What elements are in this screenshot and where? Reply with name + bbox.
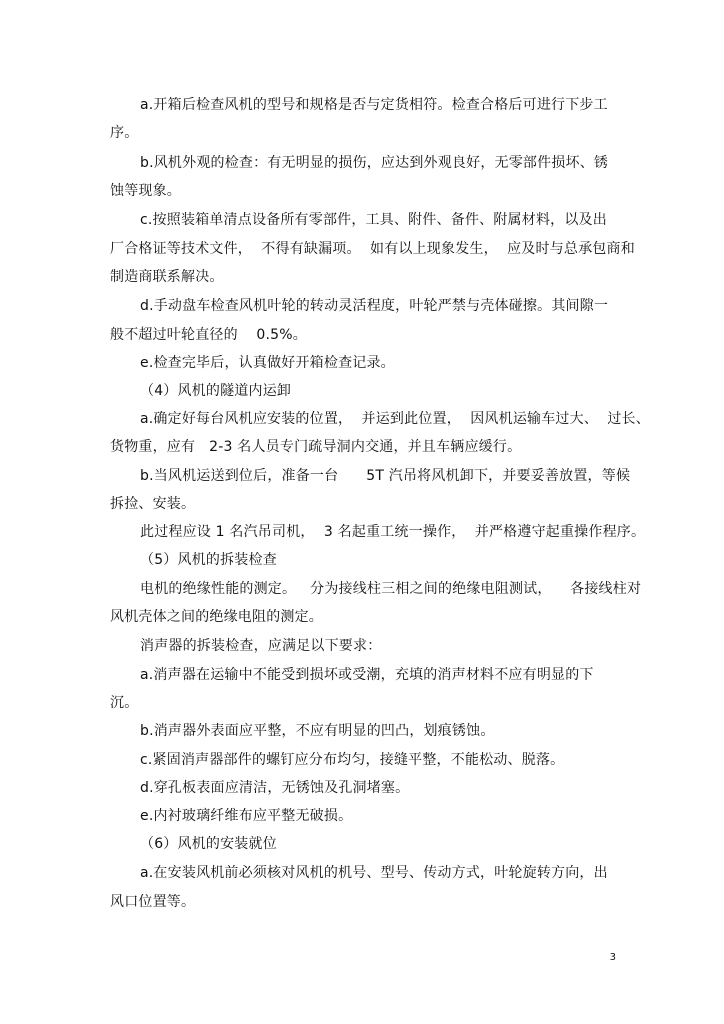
- section-heading: （6）风机的安装就位: [140, 836, 277, 852]
- text-line: a.确定好每台风机应安装的位置， 并运到此位置， 因风机运输车过大、 过长、: [140, 411, 650, 427]
- text-line: e.检查完毕后，认真做好开箱检查记录。: [140, 355, 395, 371]
- section-heading: （5）风机的拆装检查: [140, 552, 277, 568]
- text-line: a.开箱后检查风机的型号和规格是否与定货相符。检查合格后可进行下步工: [140, 97, 608, 113]
- text-line: 此过程应设 1 名汽吊司机， 3 名起重工统一操作， 并严格遵守起重操作程序。: [140, 524, 646, 540]
- text-line: 制造商联系解决。: [110, 269, 224, 285]
- text-line: 风口位置等。: [110, 894, 196, 910]
- text-line: 般不超过叶轮直径的 0.5%。: [110, 327, 307, 343]
- text-line: e.内衬玻璃纤维布应平整无破损。: [140, 808, 353, 824]
- text-line: d.穿孔板表面应清洁，无锈蚀及孔洞堵塞。: [140, 780, 410, 796]
- text-line: 沉。: [110, 695, 139, 711]
- text-line: c.紧固消声器部件的螺钉应分布均匀，接缝平整，不能松动、脱落。: [140, 752, 565, 768]
- text-line: 消声器的拆装检查，应满足以下要求：: [140, 638, 382, 654]
- text-line: 拆捡、安装。: [110, 496, 196, 512]
- text-line: 序。: [110, 125, 139, 141]
- text-line: 电机的绝缘性能的测定。 分为接线柱三相之间的绝缘电阻测试， 各接线柱对: [140, 581, 642, 597]
- text-line: d.手动盘车检查风机叶轮的转动灵活程度，叶轮严禁与壳体碰擦。其间隙一: [140, 298, 609, 314]
- text-line: 蚀等现象。: [110, 183, 181, 199]
- page-number: 3: [609, 952, 616, 963]
- text-line: c.按照装箱单清点设备所有零部件，工具、附件、备件、附属材料，以及出: [140, 212, 607, 228]
- text-line: b.风机外观的检查：有无明显的损伤，应达到外观良好，无零部件损坏、锈: [140, 155, 609, 171]
- text-line: 厂合格证等技术文件， 不得有缺漏项。 如有以上现象发生， 应及时与总承包商和: [110, 241, 635, 257]
- section-heading: （4）风机的隧道内运卸: [140, 383, 292, 399]
- text-line: 风机壳体之间的绝缘电阻的测定。: [110, 609, 323, 625]
- text-line: a.在安装风机前必须核对风机的机号、型号、传动方式，叶轮旋转方向，出: [140, 865, 608, 881]
- text-line: b.消声器外表面应平整，不应有明显的凹凸，划痕锈蚀。: [140, 723, 495, 739]
- text-line: a.消声器在运输中不能受到损坏或受潮，充填的消声材料不应有明显的下: [140, 667, 594, 683]
- text-line: b.当风机运送到位后，准备一台 5T 汽吊将风机卸下，并要妥善放置，等候: [140, 468, 631, 484]
- text-line: 货物重，应有 2-3 名人员专门疏导洞内交通，并且车辆应缓行。: [110, 439, 522, 455]
